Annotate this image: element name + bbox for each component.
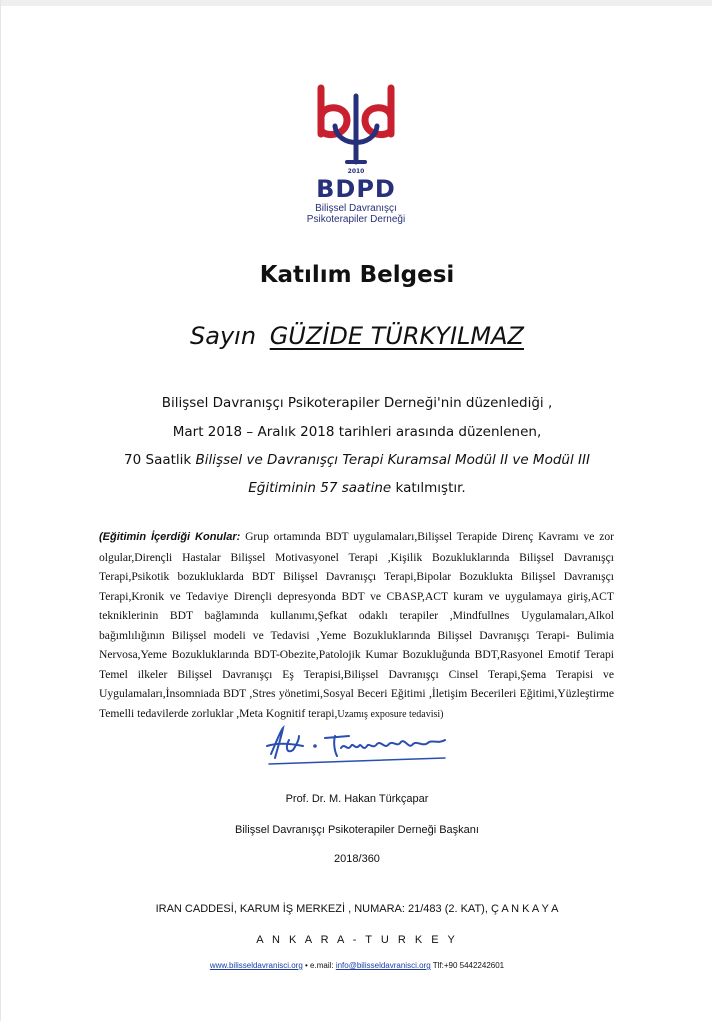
intro-line-3: [41, 452, 673, 468]
handwritten-signature: [263, 722, 453, 770]
address-city: A N K A R A - T U R K E Y: [256, 934, 458, 946]
bdpd-logo: [301, 82, 411, 230]
phone-number: Tlf:+90 5442242601: [430, 961, 505, 970]
website-link[interactable]: www.bilisseldavranisci.org: [209, 961, 303, 970]
training-topics: [99, 527, 614, 724]
logo-name-line2: Psikoterapiler Derneği: [306, 214, 406, 225]
topics-body: Grup ortamında BDT uygulamaları,Bilişsel Terapide Direnç Kavramı ve zor olgular,Dirençli Hastalar Bilişsel Motivasyonel Terapi ,Kişilik Bozukluklarında Bilişsel Davranışçı Terapi,Psikotik bozukluklarda BDT Bilişsel Davranışçı Terapi,Bipolar Bozuklukta Bilişsel Davranışçı Terapi,Kronik ve Tedaviye Dirençli depresyonda BDT ve CBASP,ACT kuram ve uygulamaya giriş,ACT tekniklerinin BDT bağlamında kullanımı,Şefkat odaklı terapiler ,Mindfullnes Uygulamaları,Alkol bağımlılığının Bilişsel modeli ve Tedavisi ,Yeme Bozukluklarında Bilişsel Davranışçı Terapi- Bulimia Nervosa,Yeme Bozukluklarında BDT-Obezite,Patolojik Kumar Bozukluğunda BDT,Rasyonel Emotif Terapi Temel ilkeler Bilişsel Davranışçı Eş Terapisi,Bilişsel Davranışçı Cinsel Terapi,Şema Terapisi ve Uygulamaları,İnsomniada BDT ,Stres yönetimi,Sosyal Beceri Eğitimi ,İletişim Becerileri Eğitimi,Yüzleştirme Temelli tedavilerde zorluklar ,Meta Kognitif terapi,: [99, 530, 614, 720]
intro-line-1: Bilişsel Davranışçı Psikoterapiler Derneği'nin düzenlediği ,: [161, 395, 553, 411]
contact-line: [1, 961, 712, 970]
intro-completion: katılmıştır.: [395, 480, 466, 496]
salutation: Sayın: [190, 322, 257, 350]
recipient-line: [1, 322, 712, 350]
intro-hours: 70 Saatlik: [124, 452, 192, 468]
intro-course-name: Bilişsel ve Davranışçı Terapi Kuramsal Modül II ve Modül III: [195, 452, 590, 468]
address-street: IRAN CADDESİ, KARUM İŞ MERKEZİ , NUMARA: 21/483 (2. KAT), Ç A N K A Y A: [155, 903, 559, 915]
bdpd-logo-emblem: [301, 82, 411, 172]
intro-line-2: Mart 2018 – Aralık 2018 tarihleri arasında düzenlenen,: [172, 424, 542, 440]
signer-role: Bilişsel Davranışçı Psikoterapiler Derneği Başkanı: [235, 824, 479, 836]
intro-attended-hours: Eğitiminin 57 saatine: [248, 480, 392, 496]
document-number: 2018/360: [334, 853, 380, 865]
logo-abbreviation: BDPD: [316, 175, 396, 203]
intro-line-4: [41, 480, 673, 496]
page-top-edge: [1, 0, 712, 6]
logo-name-line1: Bilişsel Davranışçı: [315, 203, 397, 214]
recipient-name: GÜZİDE TÜRKYILMAZ: [269, 322, 524, 350]
topics-label: (Eğitimin İçerdiği Konular:: [99, 531, 241, 543]
signer-name: Prof. Dr. M. Hakan Türkçapar: [285, 793, 429, 805]
email-link[interactable]: info@bilisseldavranisci.org: [335, 961, 431, 970]
certificate-title: Katılım Belgesi: [259, 262, 455, 288]
email-label: • e.mail:: [302, 961, 336, 970]
logo-year: 2010: [347, 168, 365, 175]
topics-tail: Uzamış exposure tedavisi): [337, 708, 444, 720]
